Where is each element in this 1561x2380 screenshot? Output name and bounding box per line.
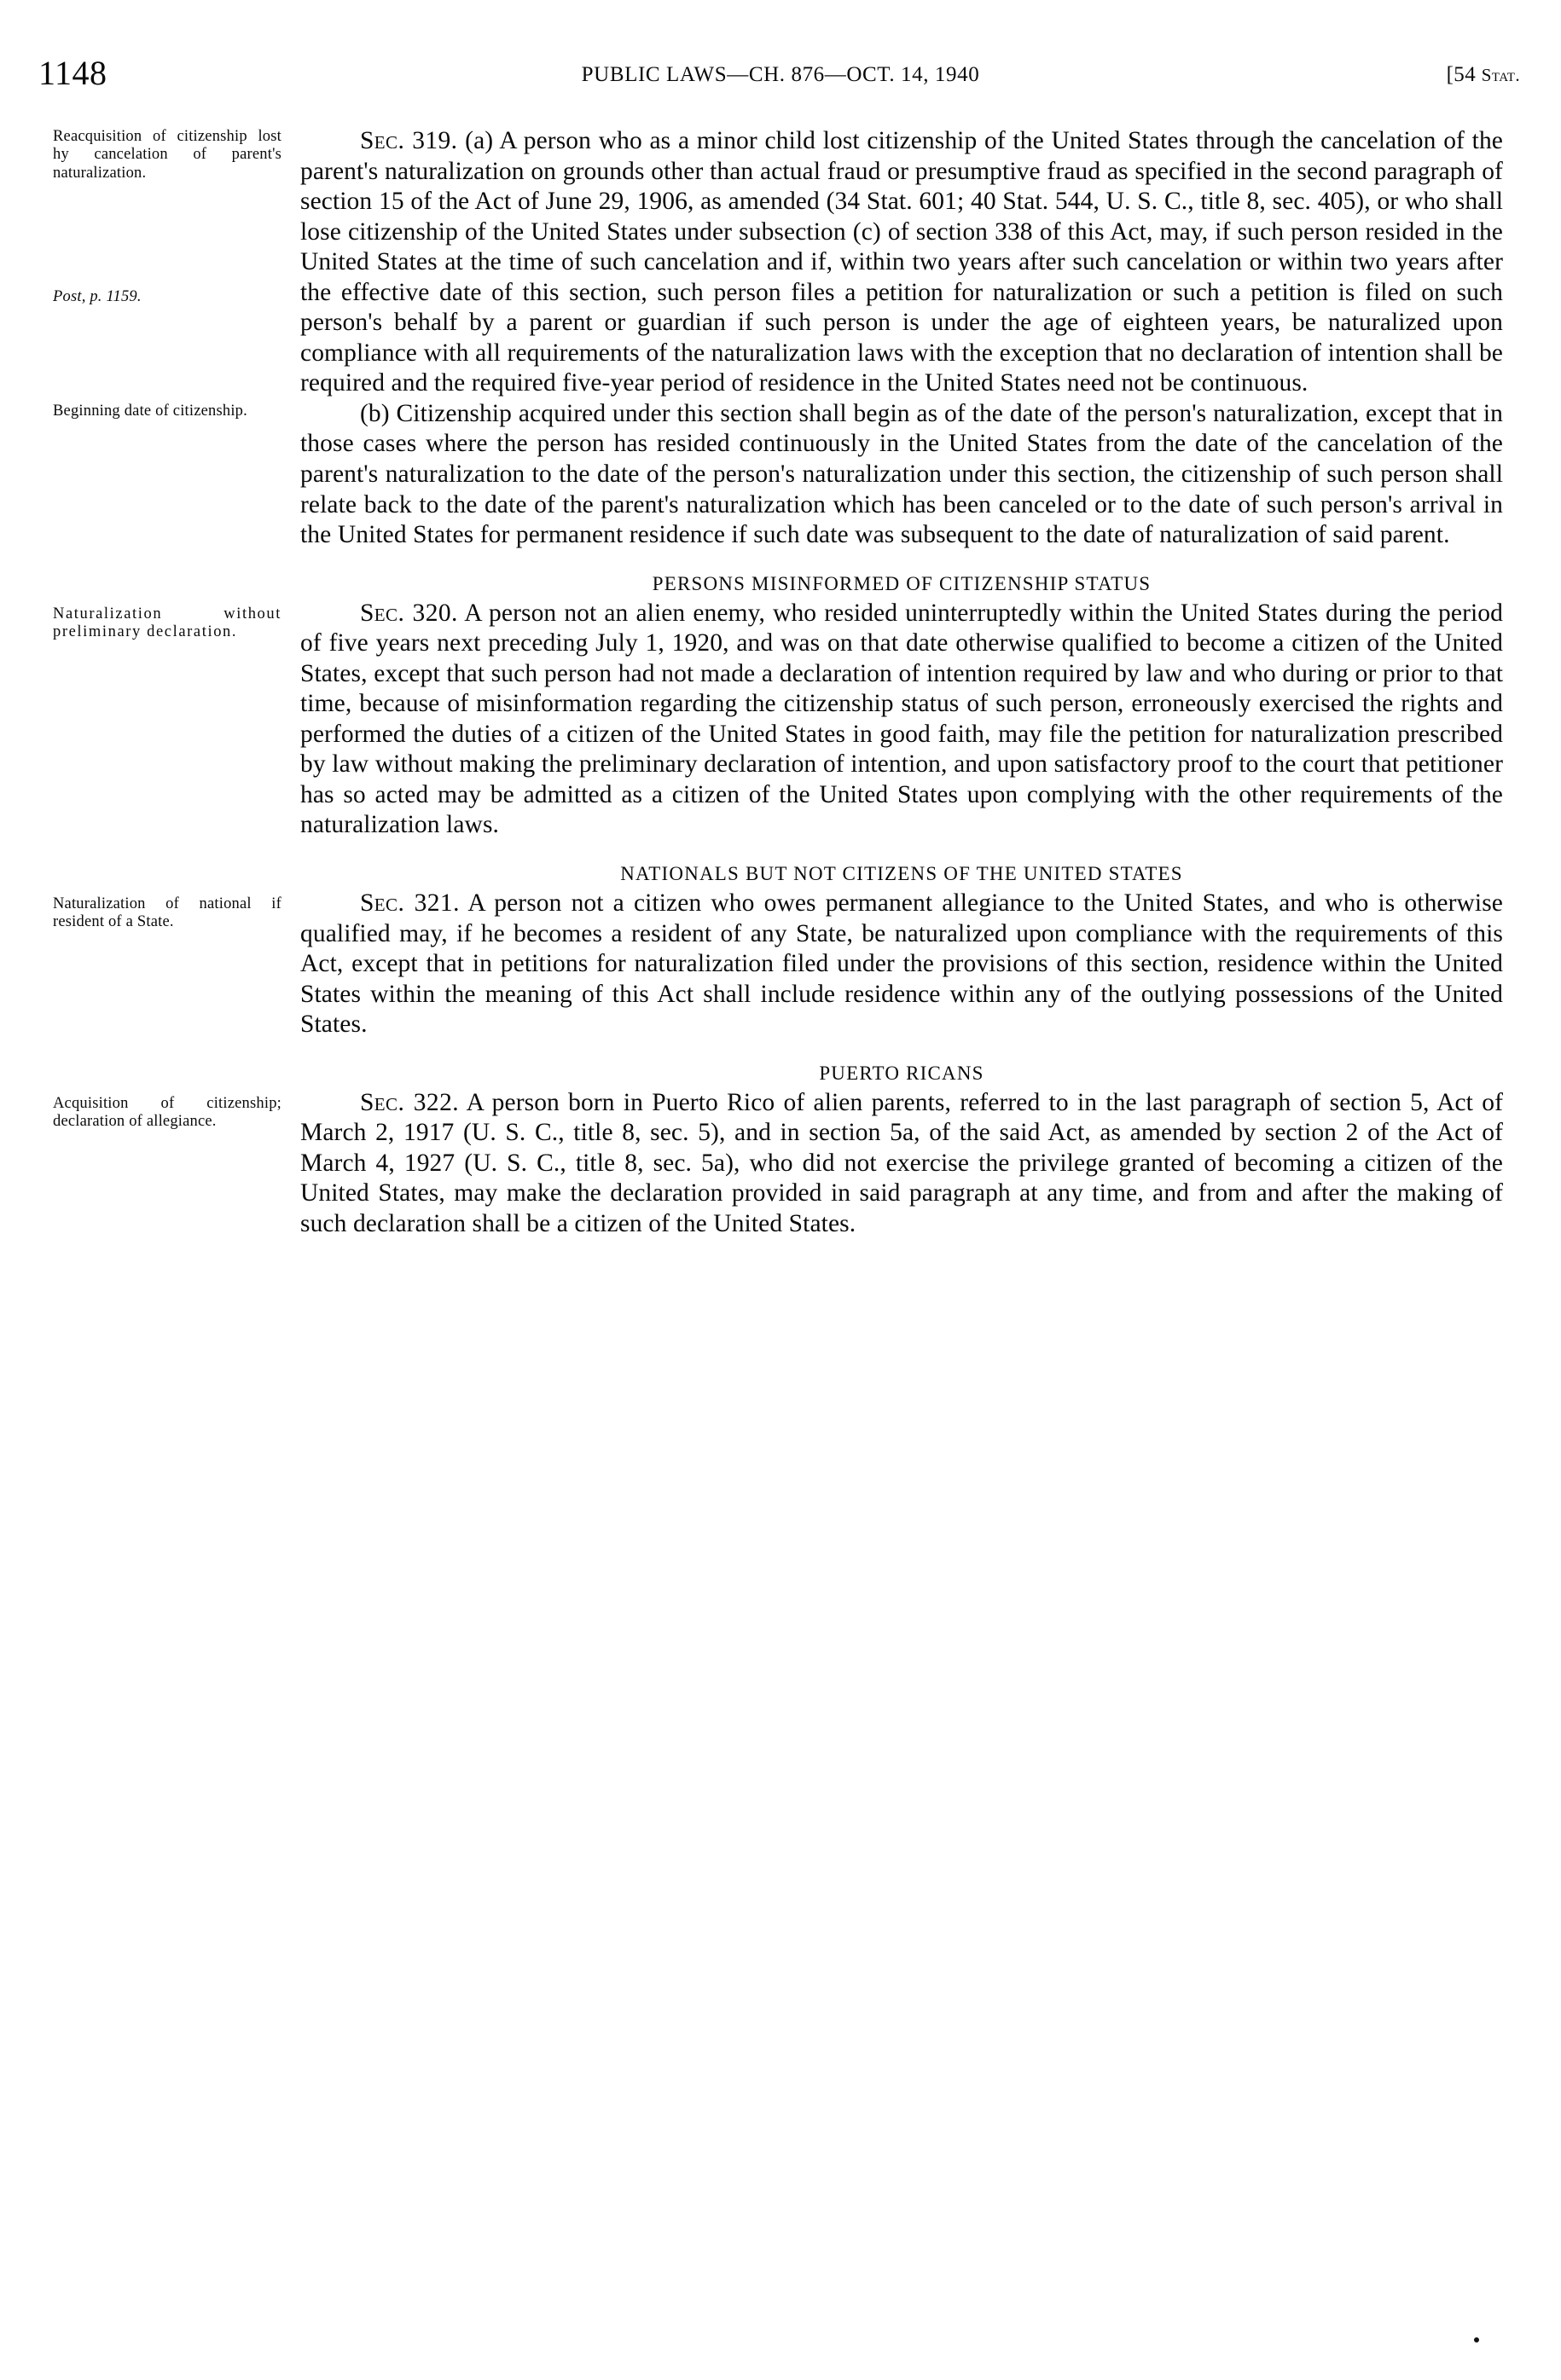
marginal-note-national-resident: Naturalization of national if resident of a State. (53, 895, 281, 931)
marginal-note-reacquisition: Reacquisition of citizenship lost hy cancelation of parent's naturalization. (53, 128, 281, 182)
heading-322-block (34, 1063, 1527, 1085)
paragraph-322-text: A person born in Puerto Rico of alien parents, referred to in the last paragraph of section 5, Act of March 2, 1917 (U. S. C., title 8, sec. 5), and in section 5a, of the said Act, as amended by section 2 of the Act of March 4, 1927 (U. S. C., title 8, sec. 5a), who did not exercise the privilege granted of becoming a citizen of the United States, may make the declaration provided in said paragraph at any time, and from and after the making of such declaration shall be a citizen of the United States. (300, 1088, 1504, 1237)
section-319b-block (34, 399, 1527, 551)
running-head-citation (1447, 63, 1520, 87)
heading-320-block (34, 573, 1527, 595)
statute-label: Stat. (1481, 65, 1520, 85)
paragraph-321-text: A person not a citizen who owes permanent allegiance to the United States, and who is otherwise qualified may, if he becomes a resident of any State, be naturalized upon compliance with the requirements of this Act, except that in petitions for naturalization filed under the provisions of this section, residence within the United States within the meaning of this Act shall include residence within any of the outlying possessions of the United States. (300, 889, 1504, 1039)
section-heading-puerto-ricans: PUERTO RICANS (819, 1062, 984, 1084)
section-319a-text-column (300, 126, 1503, 399)
marginal-note-without-declaration: Naturalization without preliminary declaration. (53, 605, 281, 641)
section-label-320: Sec. 320. (360, 599, 458, 627)
document-body (34, 126, 1527, 1240)
section-320-block (34, 599, 1527, 841)
running-head (34, 53, 1527, 94)
section-320-text-column (300, 599, 1503, 841)
paragraph-319a-text: (a) A person who as a minor child lost citizenship of the United States through the cancelation of the parent's naturalization on grounds other than actual fraud or presumptive fraud as specified in the second paragraph of section 15 of the Act of June 29, 1906, as amended (34 Stat. 601; 40 Stat. 544, U. S. C., title 8, sec. 405), or who shall lose citizenship of the United States under subsection (c) of section 338 of this Act, may, if such person resided in the United States at the time of such cancelation and if, within two years after such cancelation or within two years after the effective date of this section, such person files a petition for naturalization or such a petition is filed on such person's behalf by a parent or guardian if such person is under the age of eighteen years, be naturalized upon compliance with all requirements of the naturalization laws with the exception that no declaration of intention shall be required and the required five-year period of residence in the United States need not be continuous. (300, 127, 1504, 397)
section-321-text-column (300, 889, 1503, 1040)
section-319b-text-column (300, 399, 1503, 551)
paragraph-319a (300, 126, 1503, 399)
page-number: 1148 (38, 54, 107, 92)
section-label-319: Sec. 319. (360, 127, 458, 154)
paragraph-320 (300, 599, 1503, 841)
heading-321-column (300, 863, 1503, 885)
section-322-block (34, 1088, 1527, 1240)
page-tail-mark (1474, 2337, 1479, 2342)
heading-322-column (300, 1063, 1503, 1085)
paragraph-319b: (b) Citizenship acquired under this section shall begin as of the date of the person's naturalization, except that in those cases where the person has resided continuously in the United States from the date of the cancelation of the parent's naturalization to the date of the person's naturalization under this section, the citizenship of such person shall relate back to the date of the parent's naturalization which has been canceled or to the date of such person's arrival in the United States for permanent residence if such date was subsequent to the date of naturalization of said parent. (300, 399, 1503, 549)
section-heading-nationals-not-citizens: NATIONALS BUT NOT CITIZENS OF THE UNITED STATES (620, 863, 1183, 885)
paragraph-321 (300, 889, 1503, 1040)
running-head-title: PUBLIC LAWS—CH. 876—OCT. 14, 1940 (581, 63, 980, 86)
section-319a-block (34, 126, 1527, 399)
heading-321-block (34, 863, 1527, 885)
section-label-322: Sec. 322. (360, 1088, 459, 1116)
section-heading-persons-misinformed: PERSONS MISINFORMED OF CITIZENSHIP STATUS (652, 572, 1152, 594)
section-label-321: Sec. 321. (360, 889, 460, 918)
section-321-block (34, 889, 1527, 1040)
marginal-note-beginning-date: Beginning date of citizenship. (53, 402, 247, 420)
statute-volume: [54 (1446, 63, 1482, 86)
paragraph-320-text: A person not an alien enemy, who resided uninterruptedly within the United States during the period of five years next preceding July 1, 1920, and was on that date otherwise qualified to become a citizen of the United States, except that such person had not made a declaration of intention required by law and who during or prior to that time, because of misinformation regarding the citizenship status of such person, erroneously exercised the rights and performed the duties of a citizen of the United States in good faith, may file the petition for naturalization prescribed by law without making the preliminary declaration of intention, and upon satisfactory proof to the court that petitioner has so acted may be admitted as a citizen of the United States upon complying with the other requirements of the naturalization laws. (300, 599, 1504, 839)
paragraph-322 (300, 1088, 1503, 1240)
marginal-note-acquisition-declaration: Acquisition of citizenship; declaration of allegiance. (53, 1094, 281, 1131)
marginal-note-post-reference: Post, p. 1159. (53, 288, 142, 305)
heading-320-column (300, 573, 1503, 595)
section-322-text-column (300, 1088, 1503, 1240)
